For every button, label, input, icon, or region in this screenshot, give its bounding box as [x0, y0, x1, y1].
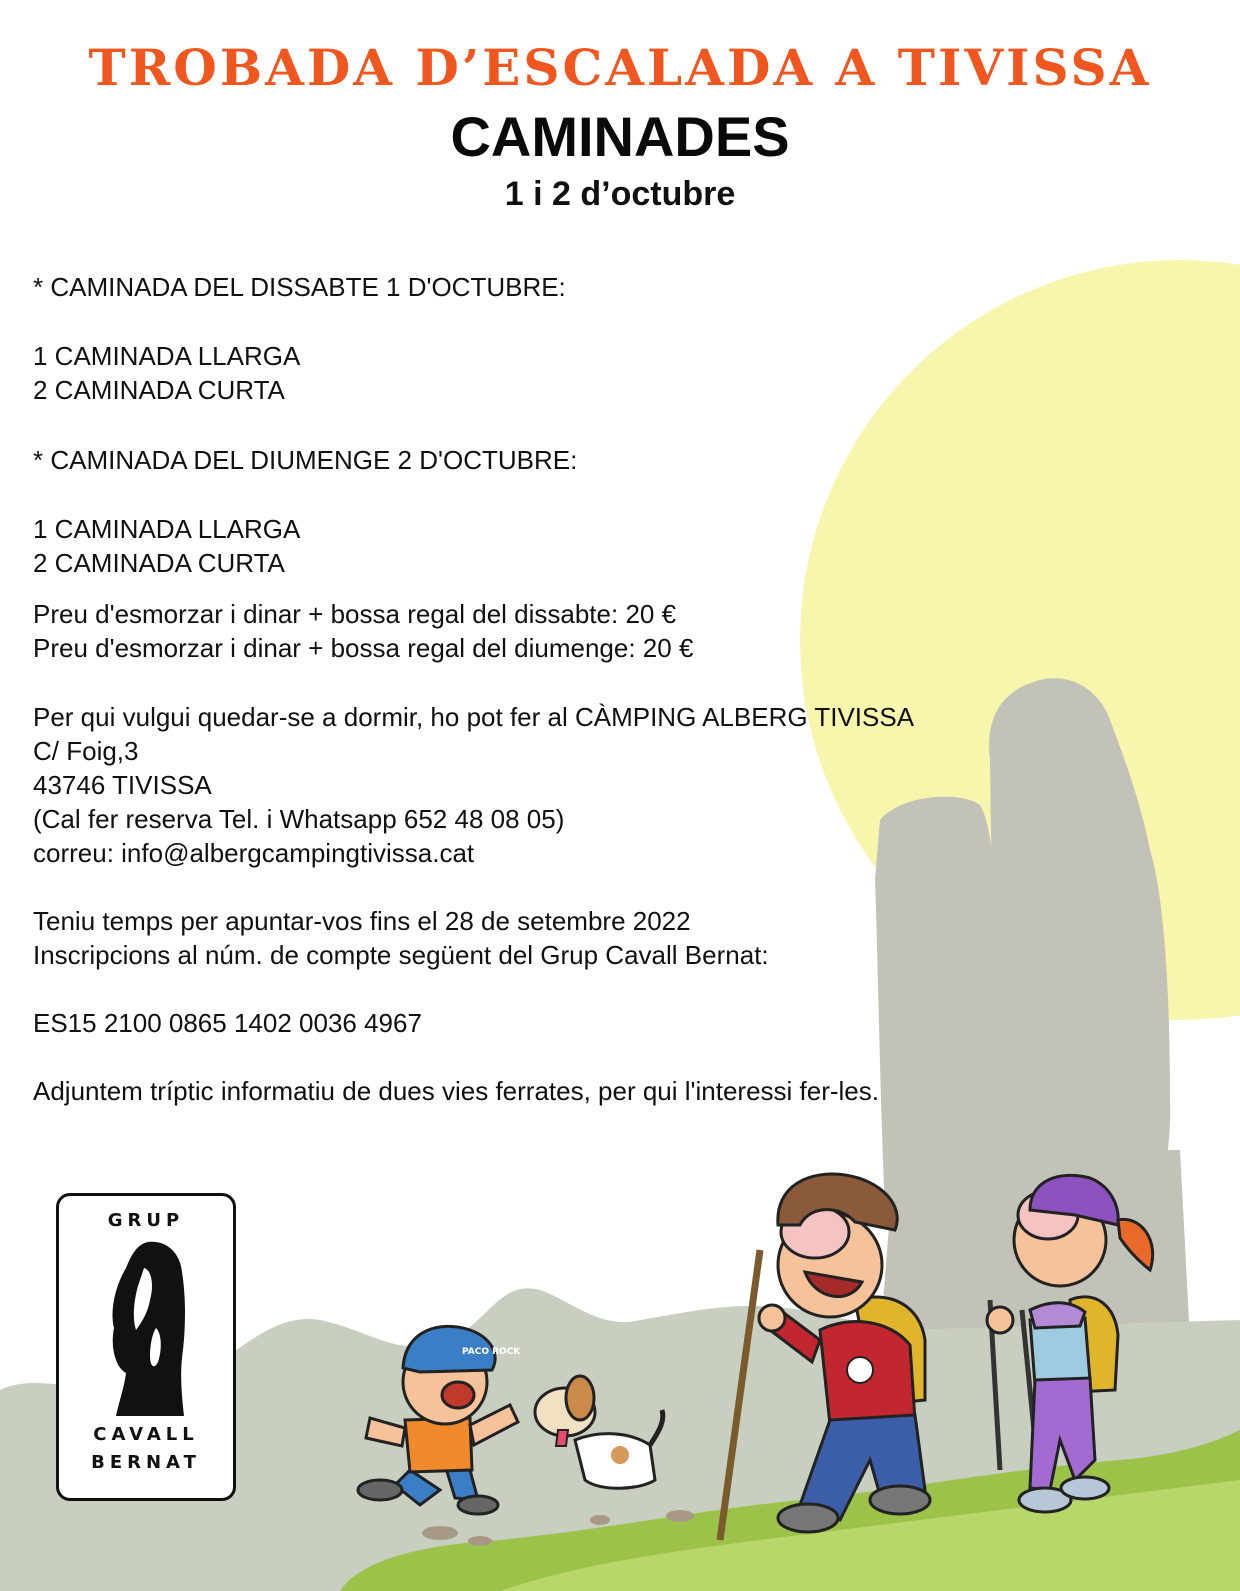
logo-top-text: GRUP [107, 1210, 185, 1231]
dog-figure [535, 1376, 663, 1488]
event-title: TROBADA D’ESCALADA A TIVISSA [88, 38, 1152, 97]
logo-bottom-text-1: CAVALL [93, 1424, 199, 1445]
page-heading: CAMINADES [450, 105, 790, 168]
contact-email: correu: info@albergcampingtivissa.cat [33, 838, 475, 868]
cap-text: PACO ROCK [462, 1347, 521, 1357]
reservation-phone: (Cal fer reserva Tel. i Whatsapp 652 48 08 05) [33, 804, 565, 834]
registration-account-intro: Inscripcions al núm. de compte següent del Grup Cavall Bernat: [33, 940, 769, 970]
address-street: C/ Foig,3 [33, 736, 139, 766]
sunday-walk-heading: * CAMINADA DEL DIUMENGE 2 D'OCTUBRE: [33, 445, 578, 475]
logo-bottom-text-2: BERNAT [91, 1452, 201, 1473]
accommodation-info: Per qui vulgui quedar-se a dormir, ho pot fer al CÀMPING ALBERG TIVISSA [33, 702, 915, 732]
registration-deadline: Teniu temps per apuntar-vos fins el 28 de setembre 2022 [33, 906, 691, 936]
woman-hiker-figure [987, 1175, 1153, 1512]
man-hiker-figure [720, 1174, 930, 1540]
bank-account-number: ES15 2100 0865 1402 0036 4967 [33, 1008, 422, 1038]
sunday-long-walk: 1 CAMINADA LLARGA [33, 514, 301, 544]
price-saturday: Preu d'esmorzar i dinar + bossa regal del dissabte: 20 € [33, 599, 677, 629]
event-dates: 1 i 2 d’octubre [504, 175, 736, 213]
address-town: 43746 TIVISSA [33, 770, 212, 800]
saturday-walk-heading: * CAMINADA DEL DISSABTE 1 D'OCTUBRE: [33, 272, 566, 302]
brochure-note: Adjuntem tríptic informatiu de dues vies ferrates, per qui l'interessi fer-les. [33, 1076, 879, 1106]
saturday-short-walk: 2 CAMINADA CURTA [33, 375, 285, 405]
kid-figure [358, 1326, 521, 1514]
price-sunday: Preu d'esmorzar i dinar + bossa regal del diumenge: 20 € [33, 633, 694, 663]
saturday-long-walk: 1 CAMINADA LLARGA [33, 341, 301, 371]
sunday-short-walk: 2 CAMINADA CURTA [33, 548, 285, 578]
